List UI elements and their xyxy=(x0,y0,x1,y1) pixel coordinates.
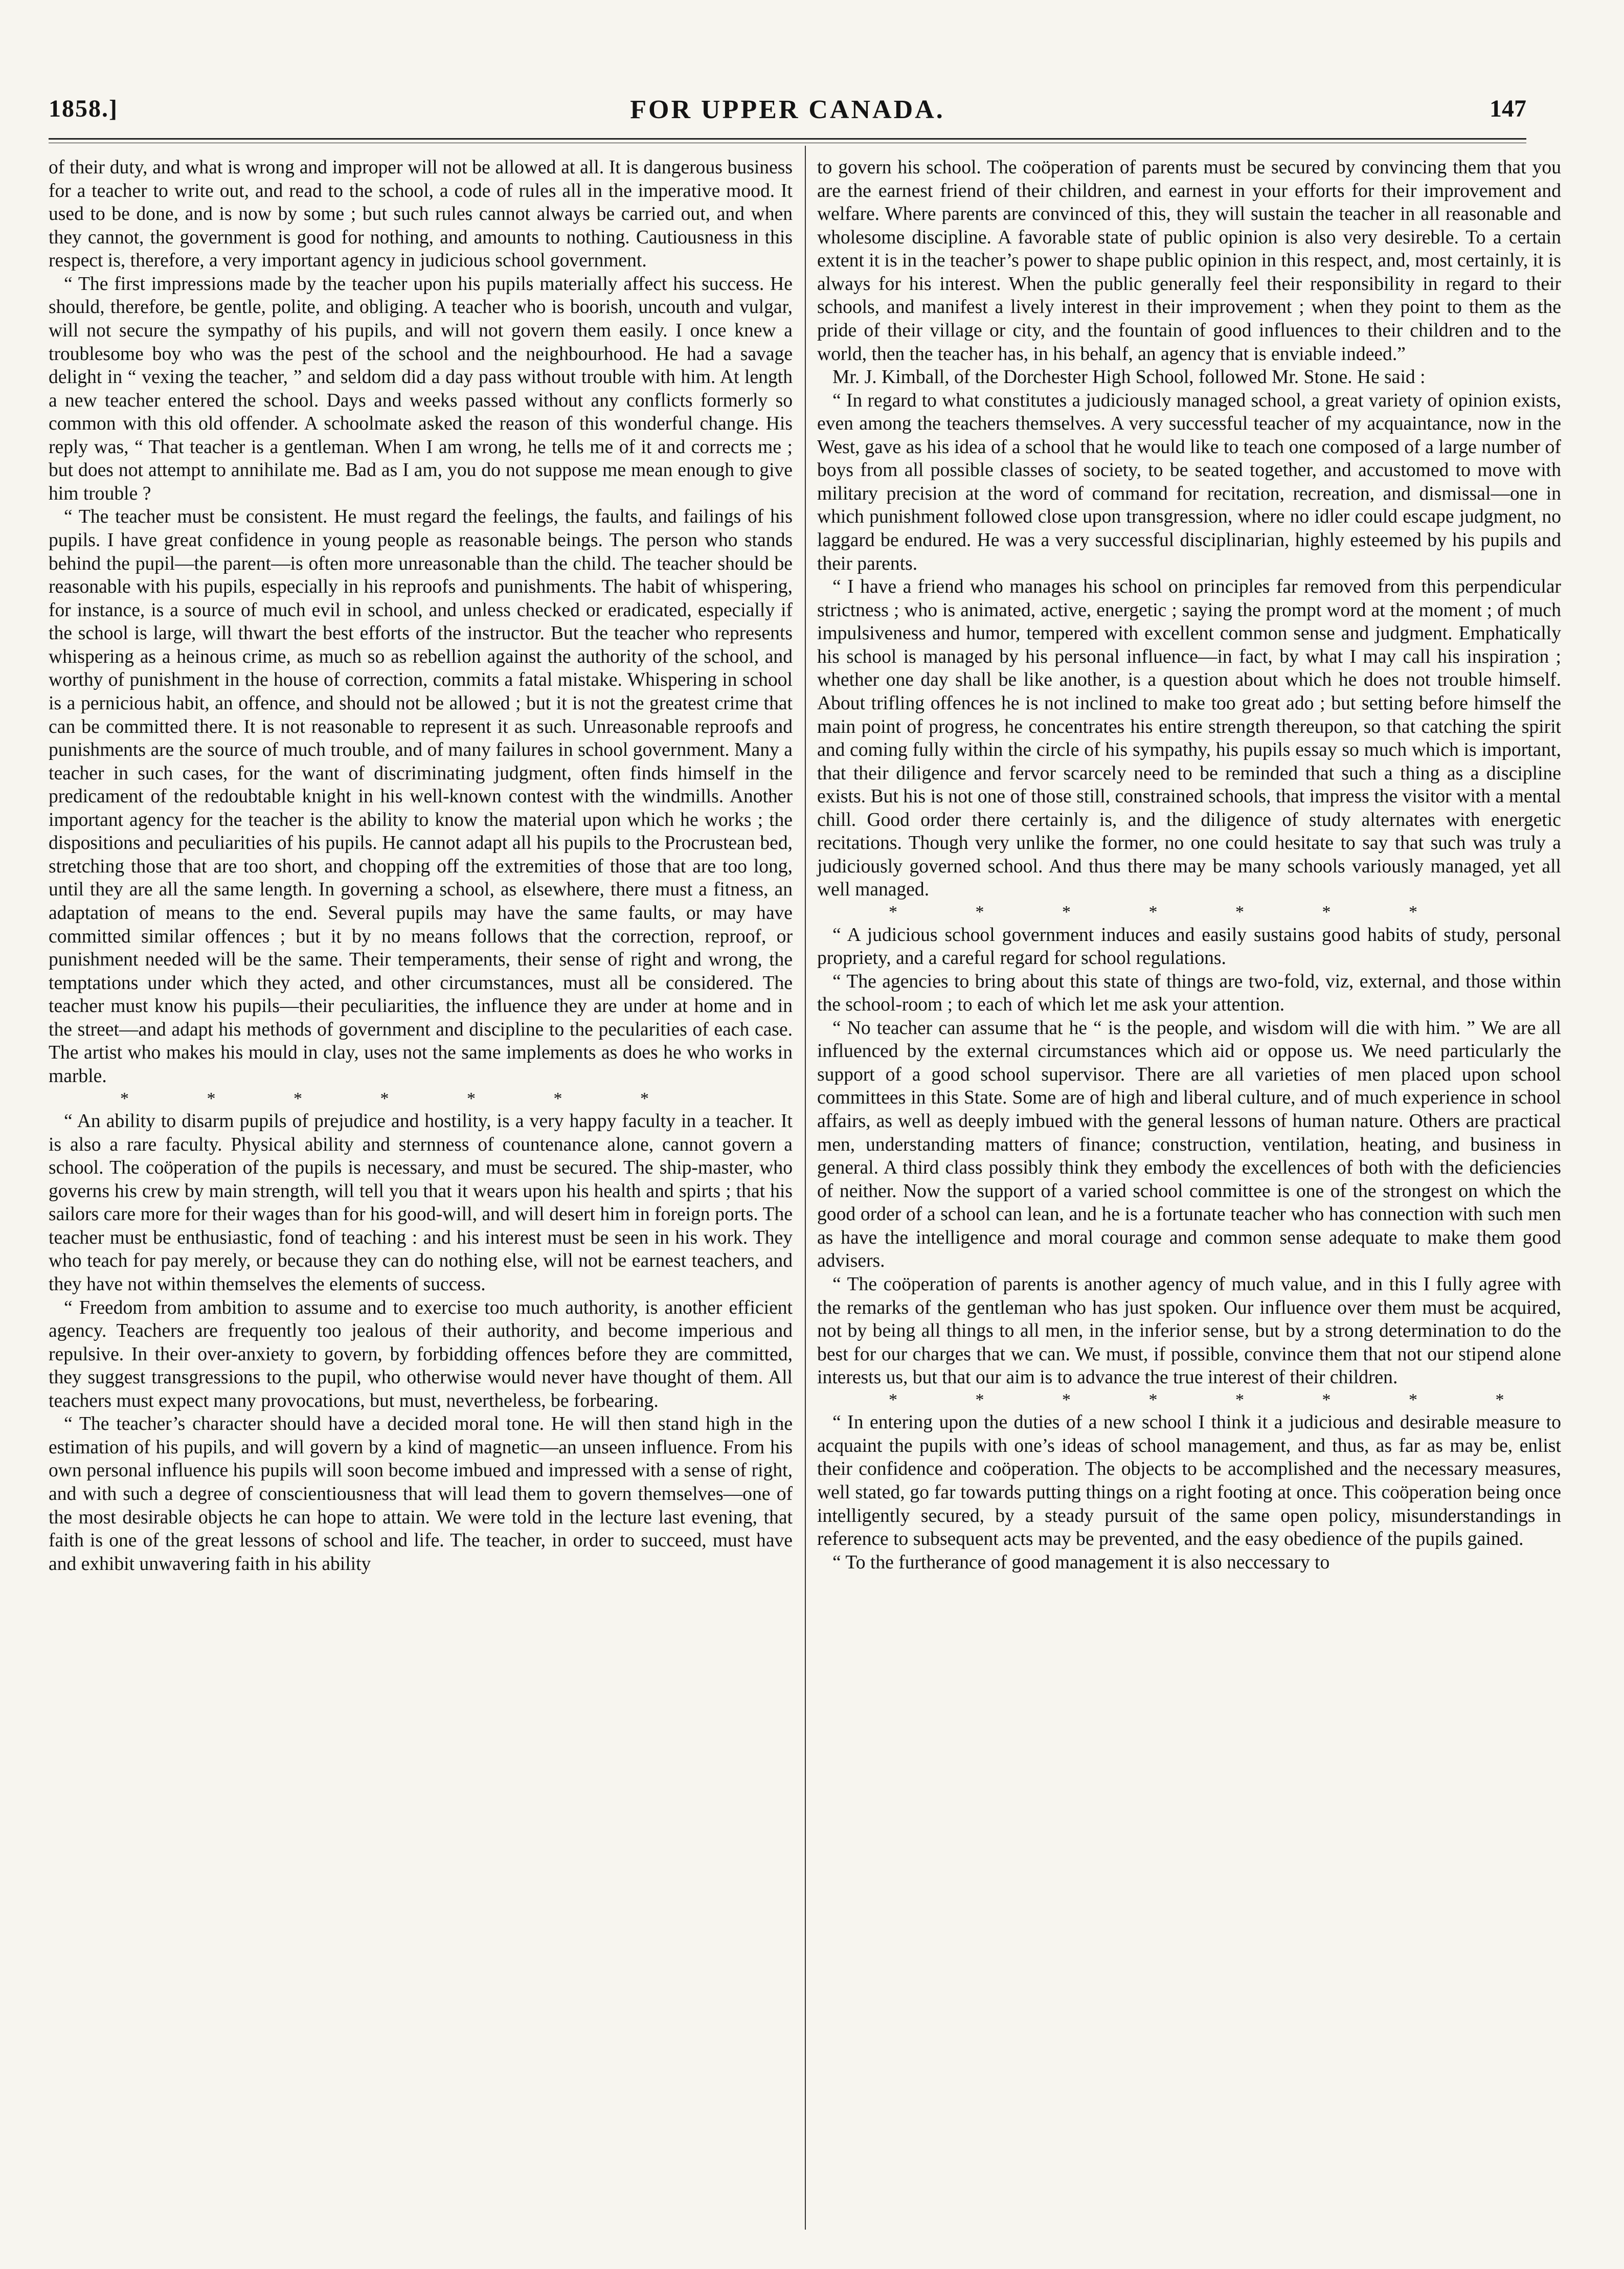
paragraph: “ Freedom from ambition to assume and to exercise too much authority, is another efficient agency. Teachers are frequently too jealous of their authority, and become imperious and repulsive. In their over-anxiety to govern, by forbidding offences before they are committed, they suggest transgressions to the pupil, who otherwise would never have thought of them. All teachers must expect many provocations, but must, nevertheless, be forbearing. xyxy=(49,1297,793,1411)
paragraph: “ No teacher can assume that he “ is the people, and wisdom will die with him. ” We are all influenced by the external circumstances which aid or oppose us. We need particularly the support of a good school supervisor. There are all varieties of men placed upon school committees in this State. Some are of high and liberal culture, and of much experience in school affairs, as well as deeply imbued with the general lessons of human nature. Others are practical men, understanding matters of finance; construction, ventilation, heating, and business in general. A third class possibly think they embody the excellences of both with the deficiencies of neither. Now the support of a varied school committee is one of the strongest on which the good order of a school can lean, and he is a fortunate teacher who has connection with such men as have the intelligence and moral courage and common sense adequate to make them good advisers. xyxy=(817,1017,1561,1272)
paragraph: Mr. J. Kimball, of the Dorchester High School, followed Mr. Stone. He said : xyxy=(832,367,1426,388)
column-divider xyxy=(805,146,806,2230)
section-break-stars: * * * * * * * * xyxy=(889,1390,1541,1409)
section-break-stars: * * * * * * * xyxy=(889,903,1454,922)
page-number: 147 xyxy=(1490,95,1526,122)
right-column xyxy=(817,156,1561,1574)
paragraph: of their duty, and what is wrong and improper will not be allowed at all. It is dangerous business for a teacher to write out, and read to the school, a code of rules all in the imperative mood. It used to be done, and is now by some ; but such rules cannot always be carried out, and when they cannot, the government is good for nothing, and amounts to nothing. Cautiousness in this respect is, therefore, a very important agency in judicious school government. xyxy=(49,157,793,272)
section-break-stars: * * * * * * * xyxy=(120,1089,686,1108)
paragraph: “ A judicious school government induces and easily sustains good habits of study, personal propriety, and a careful regard for school regulations. xyxy=(817,924,1561,969)
date-reference: 1858.] xyxy=(49,95,118,122)
paragraph: “ To the furtherance of good management it is also neccessary to xyxy=(832,1552,1330,1573)
paragraph: “ The agencies to bring about this state of things are two-fold, viz, external, and those within the school-room ; to each of which let me ask your attention. xyxy=(817,971,1561,1016)
paragraph: “ The first impressions made by the teacher upon his pupils materially affect his success. He should, therefore, be gentle, polite, and obliging. A teacher who is boorish, uncouth and vulgar, will not secure the sympathy of his pupils, and will not govern them easily. I once knew a troublesome boy who was the pest of the school and the neighbourhood. He had a savage delight in “ vexing the teacher, ” and seldom did a day pass without trouble with him. At length a new teacher entered the school. Days and weeks passed without any conflicts formerly so common with this old offender. A schoolmate asked the reason of this wonderful change. His reply was, “ That teacher is a gentleman. When I am wrong, he tells me of it and corrects me ; but does not attempt to annihilate me. Bad as I am, you do not suppose me mean enough to give him trouble ? xyxy=(49,273,793,504)
running-title: FOR UPPER CANADA. xyxy=(630,95,945,124)
paragraph: “ The teacher’s character should have a decided moral tone. He will then stand high in the estimation of his pupils, and will govern by a kind of magnetic—an unseen influence. From his own personal influence his pupils will soon become imbued and impressed with a sense of right, and with such a degree of conscientiousness that will lead them to govern themselves—one of the most desirable objects he can hope to attain. We were told in the lecture last evening, that faith is one of the great lessons of school and life. The teacher, in order to succeed, must have and exhibit unwavering faith in his ability xyxy=(49,1413,793,1575)
paragraph: “ The coöperation of parents is another agency of much value, and in this I fully agree with the remarks of the gentleman who has just spoken. Our influence over them must be acquired, not by being all things to all men, in the inferior sense, but by a strong determination to do the best for our charges that we can. We must, if possible, convince them that not our stipend alone interests us, but that our aim is to advance the true interest of their children. xyxy=(817,1273,1561,1388)
header-rule-thick xyxy=(49,138,1526,140)
paragraph: “ In entering upon the duties of a new school I think it a judicious and desirable measure to acquaint the pupils with one’s ideas of school management, and thus, as far as may be, enlist their confidence and coöperation. The objects to be accomplished and the necessary measures, well stated, go far towards putting things on a right footing at once. This coöperation being once intelligently secured, by a steady pursuit of the same open policy, misunderstandings in reference to subsequent acts may be prevented, and the easy obedience of the pupils gained. xyxy=(817,1412,1561,1550)
paragraph: “ The teacher must be consistent. He must regard the feelings, the faults, and failings of his pupils. I have great confidence in young people as reasonable beings. The person who stands behind the pupil—the parent—is often more unreasonable than the child. The teacher should be reasonable with his pupils, especially in his reproofs and punishments. The habit of whispering, for instance, is a source of much evil in school, and unless checked or eradicated, especially if the school is large, will thwart the best efforts of the instructor. But the teacher who represents whispering as a heinous crime, as much so as rebellion against the authority of the school, and worthy of punishment in the house of correction, commits a fatal mistake. Whispering in school is a pernicious habit, an offence, and should not be allowed ; but it is not the greatest crime that can be committed there. It is not reasonable to represent it as such. Unreasonable reproofs and punishments are the source of much trouble, and of many failures in school government. Many a teacher in such cases, for the want of discriminating judgment, often finds himself in the predicament of the redoubtable knight in his well-known contest with the windmills. Another important agency for the teacher is the ability to know the material upon which he works ; the dispositions and peculiarities of his pupils. He cannot adapt all his pupils to the Procrustean bed, stretching those that are too short, and chopping off the extremities of those that are too long, until they are all the same length. In governing a school, as elsewhere, there must a fitness, an adaptation of means to the end. Several pupils may have the same faults, or may have committed similar offences ; but it by no means follows that the correction, reproof, or punishment needed will be the same. Their temperaments, their sense of right and wrong, the temptations under which they acted, and other circumstances, must all be considered. The teacher must know his pupils—their peculiarities, the influence they are under at home and in the street—and adapt his methods of government and discipline to the pecularities of each case. The artist who makes his mould in clay, uses not the same implements as does he who works in marble. xyxy=(49,506,793,1087)
paragraph: to govern his school. The coöperation of parents must be secured by convincing them that you are the earnest friend of their children, and earnest in your efforts for their improvement and welfare. Where parents are convinced of this, they will sustain the teacher in all reasonable and wholesome discipline. A favorable state of public opinion is also very desireble. To a certain extent it is in the teacher’s power to shape public opinion in this respect, and, most certainly, it is always for his interest. When the public generally feel their responsibility in regard to their schools, and manifest a lively interest in their improvement ; when they point to them as the pride of their village or city, and the fountain of good influences to their children and to the world, then the teacher has, in his behalf, an agency that is enviable indeed.” xyxy=(817,157,1561,365)
paragraph: “ An ability to disarm pupils of prejudice and hostility, is a very happy faculty in a teacher. It is also a rare faculty. Physical ability and sternness of countenance alone, cannot govern a school. The coöperation of the pupils is necessary, and must be secured. The ship-master, who governs his crew by main strength, will tell you that it wears upon his health and spirts ; that his sailors care more for their wages than for his good-will, and will desert him in foreign ports. The teacher must be enthusiastic, fond of teaching : and his interest must be seen in his work. They who teach for pay merely, or because they can do nothing else, will not be earnest teachers, and they have not within themselves the elements of success. xyxy=(49,1111,793,1295)
paragraph: “ In regard to what constitutes a judiciously managed school, a great variety of opinion exists, even among the teachers themselves. A very successful teacher of my acquaintance, now in the West, gave as his idea of a school that he would like to teach one composed of a large number of boys from all possible classes of society, to be seated together, and accustomed to move with military precision at the word of command for recitation, recreation, and dismissal—one in which punishment followed close upon transgression, where no idler could escape judgment, no laggard be endured. He was a very successful disciplinarian, highly esteemed by his pupils and their parents. xyxy=(817,390,1561,574)
paragraph: “ I have a friend who manages his school on principles far removed from this perpendicular strictness ; who is animated, active, energetic ; saying the prompt word at the moment ; of much impulsiveness and humor, tempered with excellent common sense and judgment. Emphatically his school is managed by his personal influence—in fact, by what I may call his inspiration ; whether one day shall be like another, is a question about which he does not trouble himself. About trifling offences he is not inclined to make too great ado ; but setting before himself the main point of progress, he concentrates his entire strength thereupon, so that catching the spirit and coming fully within the circle of his sympathy, his pupils essay so much which is important, that their diligence and fervor scarcely need to be reminded that such a thing as a discipline exists. But his is not one of those still, constrained schools, that impress the visitor with a mental chill. Good order there certainly is, and the diligence of study alternates with energetic recitations. Though very unlike the former, no one could hesitate to say that such was truly a judiciously governed school. And thus there may be many schools variously managed, yet all well managed. xyxy=(817,576,1561,901)
page-header xyxy=(49,95,1526,136)
left-column xyxy=(49,156,793,1576)
